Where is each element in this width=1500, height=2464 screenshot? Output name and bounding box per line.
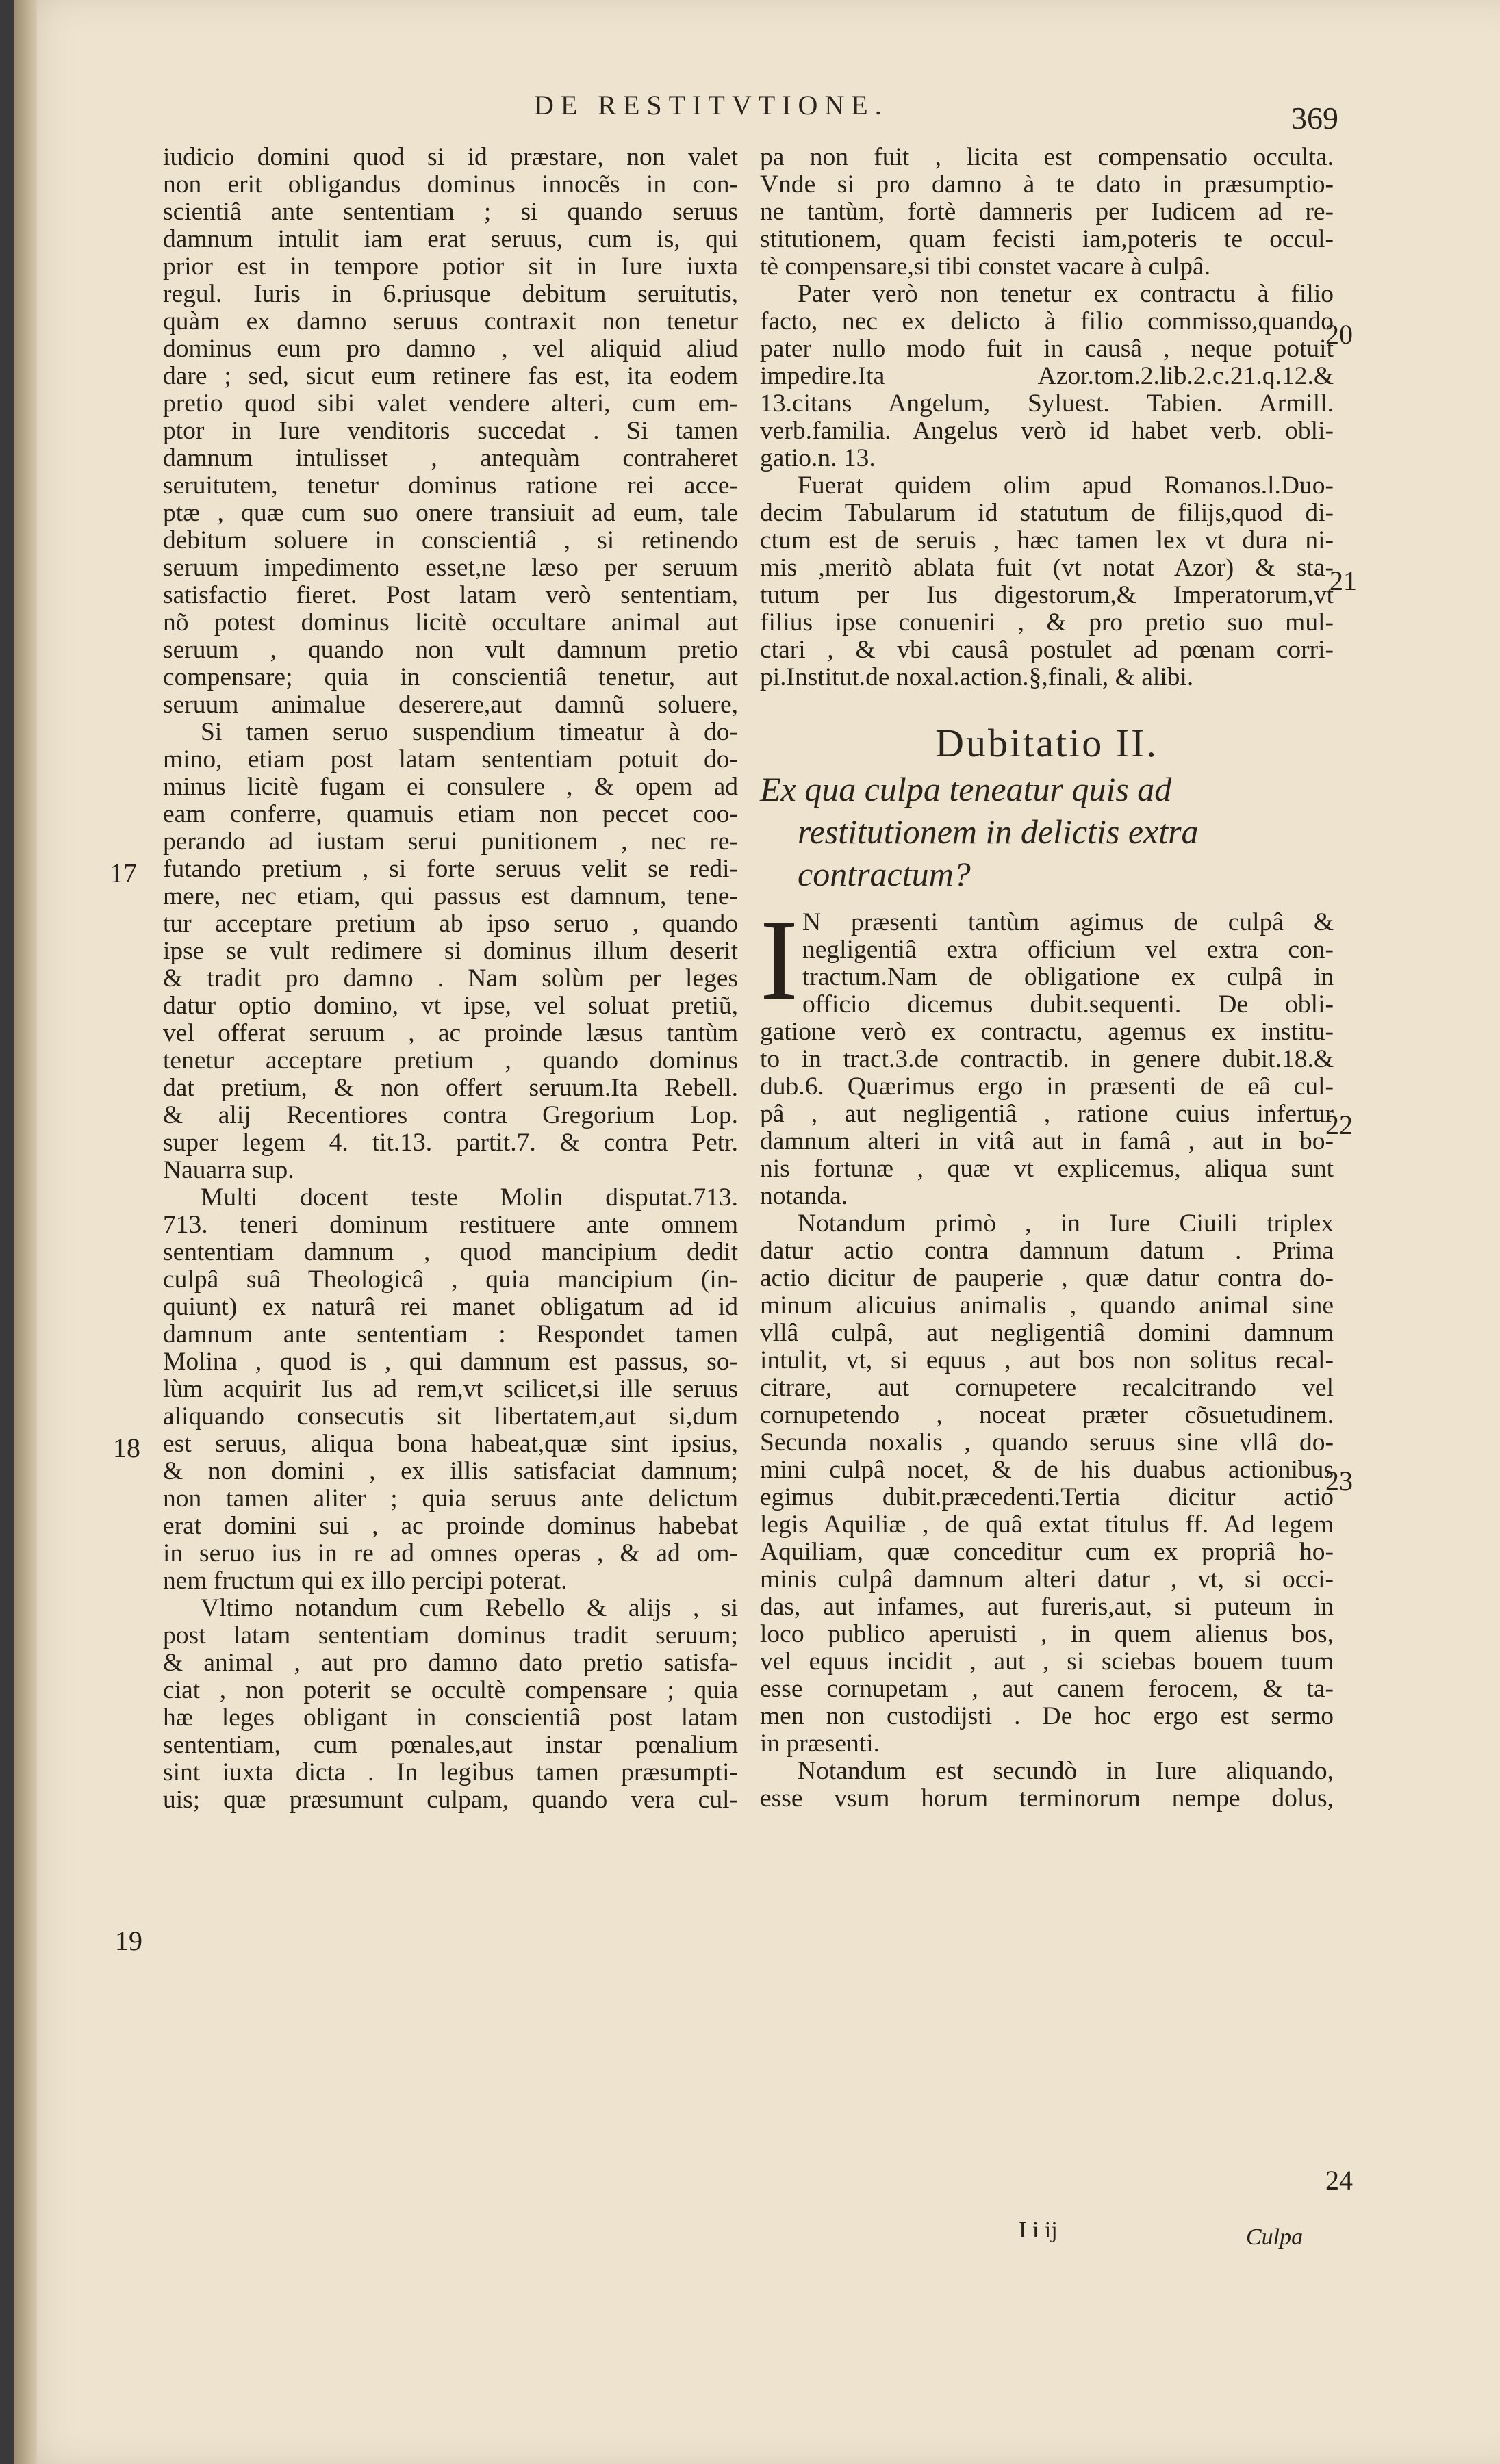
text-line: & tradit pro damno . Nam solùm per leges [163,964,738,992]
text-line: Secunda noxalis , quando seruus sine vllâ do- [760,1428,1334,1456]
margin-paragraph-number: 17 [110,858,137,888]
catchword: Culpa [1246,2224,1304,2250]
text-line: in seruo ius in re ad omnes operas , & ad om- [163,1539,738,1567]
text-line: sententiam damnum , quod mancipium dedit [163,1238,738,1266]
text-line: est seruus, aliqua bona habeat,quæ sint ipsius, [163,1430,738,1458]
text-line: ptæ , quæ cum suo onere transiuit ad eum, tale [163,499,738,527]
text-line: aliquando consecutis sit libertatem,aut si,dum [163,1402,738,1430]
text-line: men non custodijsti . De hoc ergo est sermo [760,1702,1334,1730]
text-line: ipse se vult redimere si dominus illum deserit [163,937,738,965]
text-line: pi.Institut.de noxal.action.§,finali, & alibi. [760,663,1194,691]
text-line: officio dicemus dubit.sequenti. De obli- [802,990,1334,1018]
text-line: quiunt) ex naturâ rei manet obligatum ad id [163,1293,738,1321]
text-line: tur acceptare pretium ab ipso seruo , quando [163,910,738,938]
text-line: super legem 4. tit.13. partit.7. & contra Petr. [163,1129,738,1157]
text-line: citrare, aut cornupetere recalcitrando vel [760,1374,1334,1402]
text-line: debitum soluere in conscientiâ , si retinendo [163,526,738,554]
text-line: 13.citans Angelum, Syluest. Tabien. Armill. [760,389,1334,418]
text-line: post latam sententiam dominus tradit seruum; [163,1621,738,1650]
text-line: Notandum est secundò in Iure aliquando, [798,1757,1334,1785]
text-line: verb.familia. Angelus verò id habet verb. obli- [760,417,1334,445]
text-line: minum alicuius animalis , quando animal sine [760,1292,1334,1320]
text-line: ciat , non poterit se occultè compensare ; quia [163,1676,738,1704]
text-line: ptor in Iure venditoris succedat . Si tamen [163,417,738,445]
text-line: ne tantùm, fortè damneris per Iudicem ad re- [760,198,1334,226]
text-line: minus licitè fugam ei consulere , & opem ad [163,773,738,801]
page-number: 369 [1291,101,1338,136]
text-line: seruum impedimento esset,ne læso per seruum [163,554,738,582]
text-line: impedire.Ita Azor.tom.2.lib.2.c.21.q.12.& [760,362,1334,390]
text-line: vel equus incidit , aut , si sciebas bouem tuum [760,1647,1334,1676]
text-line: in præsenti. [760,1730,880,1758]
text-line: damnum alteri in vitâ aut in famâ , aut in bo- [760,1127,1334,1155]
text-line: filius ipse conueniri , & pro pretio suo mul- [760,608,1334,637]
text-line: damnum intulit iam erat seruus, cum is, qui [163,225,738,253]
text-line: nõ potest dominus licitè occultare animal aut [163,608,738,637]
text-line: seruum animalue deserere,aut damnũ soluere, [163,691,738,719]
binding-gutter [14,0,37,2464]
text-line: pater nullo modo fuit in causâ , neque potuit [760,335,1334,363]
text-line: datur optio domino, vt ipse, vel soluat pretiũ, [163,992,738,1020]
text-line: pa non fuit , licita est compensatio occulta. [760,143,1334,171]
text-line: dare ; sed, sicut eum retinere fas est, ita eodem [163,362,738,390]
margin-paragraph-number: 21 [1330,565,1357,596]
text-line: notanda. [760,1182,848,1210]
text-line: satisfactio fieret. Post latam verò sententiam, [163,581,738,609]
text-line: tè compensare,si tibi constet vacare à culpâ. [760,253,1211,281]
text-line: 713. teneri dominum restituere ante omnem [163,1211,738,1239]
text-line: Vnde si pro damno à te dato in præsumptio- [760,170,1334,198]
text-line: datur actio contra damnum datum . Prima [760,1237,1334,1265]
text-line: nis fortunæ , quæ vt explicemus, aliqua sunt [760,1155,1334,1183]
text-line: das, aut infames, aut fureris,aut, si puteum in [760,1593,1334,1621]
text-line: & alij Recentiores contra Gregorium Lop. [163,1101,738,1129]
dubitatio-question-line: Ex qua culpa teneatur quis ad [760,770,1172,808]
text-line: esse vsum horum terminorum nempe dolus, [760,1784,1334,1812]
text-line: gatione verò ex contractu, agemus ex institu- [760,1018,1334,1046]
text-line: seruum , quando non vult damnum pretio [163,636,738,664]
text-line: mis ,meritò ablata fuit (vt notat Azor) & sta- [760,554,1334,582]
text-line: futando pretium , si forte seruus velit se redi- [163,855,738,883]
text-line: nem fructum qui ex illo percipi poterat. [163,1567,568,1595]
text-line: esse cornupetam , aut canem ferocem, & ta- [760,1675,1334,1703]
text-line: Multi docent teste Molin disputat.713. [201,1183,738,1211]
text-line: erat domini sui , ac proinde dominus habebat [163,1512,738,1540]
text-line: Fuerat quidem olim apud Romanos.l.Duo- [798,472,1334,500]
margin-paragraph-number: 24 [1325,2165,1353,2196]
text-line: non tamen aliter ; quia seruus ante delictum [163,1485,738,1513]
text-line: cornupetendo , noceat præter cõsuetudinem. [760,1401,1334,1429]
text-line: culpâ suâ Theologicâ , quia mancipium (in- [163,1266,738,1294]
text-line: Si tamen seruo suspendium timeatur à do- [201,718,738,746]
text-line: scientiâ ante sententiam ; si quando seruus [163,198,738,226]
text-line: gatio.n. 13. [760,444,876,472]
text-line: vllâ culpâ, aut negligentiâ domini damnum [760,1319,1334,1347]
dubitatio-question-line: restitutionem in delictis extra [798,812,1199,851]
text-line: Pater verò non tenetur ex contractu à filio [798,280,1334,308]
text-line: to in tract.3.de contractib. in genere dubit.18.& [760,1045,1334,1073]
dubitatio-question-line: contractum? [798,855,971,893]
dubitatio-heading: Dubitatio II. [935,721,1158,765]
margin-paragraph-number: 18 [113,1433,140,1463]
text-line: loco publico aperuisti , in quem alienus bos, [760,1620,1334,1648]
text-line: Vltimo notandum cum Rebello & alijs , si [201,1594,738,1622]
text-line: dub.6. Quærimus ergo in præsenti de eâ cul- [760,1073,1334,1101]
text-line: Molina , quod is , qui damnum est passus, so- [163,1348,738,1376]
text-line: & animal , aut pro damno dato pretio satisfa- [163,1649,738,1677]
text-line: ctari , & vbi causâ postulet ad pœnam corri- [760,636,1334,664]
text-line: iudicio domini quod si id præstare, non valet [163,143,738,171]
text-line: ctum est de seruis , hæc tamen lex vt dura ni- [760,526,1334,554]
text-line: pretio quod sibi valet vendere alteri, cum em- [163,389,738,418]
text-line: & non domini , ex illis satisfaciat damnum; [163,1457,738,1485]
text-line: negligentiâ extra officium vel extra con- [802,936,1334,964]
text-line: dominus eum pro damno , vel aliquid aliud [163,335,738,363]
left-column [163,144,738,1814]
text-line: decim Tabularum id statutum de filijs,quod di- [760,499,1334,527]
text-line: mere, nec etiam, qui passus est damnum, tene- [163,882,738,910]
text-line: pâ , aut negligentiâ , ratione cuius infertur [760,1100,1334,1128]
text-line: minis culpâ damnum alteri datur , vt, si occi- [760,1565,1334,1593]
text-line: sint iuxta dicta . In legibus tamen præsumpti- [163,1758,738,1786]
text-line: N præsenti tantùm agimus de culpâ & [802,908,1334,936]
text-line: damnum intulisset , antequàm contraheret [163,444,738,472]
text-line: actio dicitur de pauperie , quæ datur contra do- [760,1264,1334,1292]
text-line: quàm ex damno seruus contraxit non tenetur [163,307,738,335]
text-line: compensare; quia in conscientiâ tenetur, aut [163,663,738,691]
running-head: DE RESTITVTIONE. [534,90,889,120]
text-line: damnum ante sententiam : Respondet tamen [163,1320,738,1348]
signature-mark: I i ij [1019,2218,1058,2243]
text-line: tenetur acceptare pretium , quando dominus [163,1047,738,1075]
text-line: legis Aquiliæ , de quâ extat titulus ff. Ad legem [760,1511,1334,1539]
text-line: tractum.Nam de obligatione ex culpâ in [802,963,1334,991]
text-line: seruitutem, tenetur dominus ratione rei acce- [163,472,738,500]
text-line: regul. Iuris in 6.priusque debitum seruitutis, [163,280,738,308]
text-line: stitutionem, quam fecisti iam,poteris te occul- [760,225,1334,253]
text-line: facto, nec ex delicto à filio commisso,quando [760,307,1334,335]
text-line: sententiam, cum pœnales,aut instar pœnalium [163,1731,738,1759]
text-line: dat pretium, & non offert seruum.Ita Rebell. [163,1074,738,1102]
drop-cap-initial: I [760,897,798,1024]
text-line: intulit, vt, si equus , aut bos non solitus recal- [760,1346,1334,1374]
margin-paragraph-number: 20 [1325,319,1353,350]
text-line: Nauarra sup. [163,1156,294,1184]
text-line: vel offerat seruum , ac proinde læsus tantùm [163,1019,738,1047]
text-line: hæ leges obligant in conscientiâ post latam [163,1704,738,1732]
text-line: Notandum primò , in Iure Ciuili triplex [798,1209,1334,1237]
text-line: non erit obligandus dominus innocẽs in con- [163,170,738,198]
text-line: mino, etiam post latam sententiam potuit do- [163,745,738,773]
text-line: tutum per Ius digestorum,& Imperatorum,vt [760,581,1334,609]
margin-paragraph-number: 22 [1325,1109,1353,1140]
margin-paragraph-number: 23 [1325,1465,1353,1496]
text-line: Aquiliam, quæ conceditur cum ex propriâ ho- [760,1538,1334,1566]
book-page [14,0,1500,2464]
text-line: lùm acquirit Ius ad rem,vt scilicet,si ille seruus [163,1375,738,1403]
drop-cap-paragraph [760,897,1334,1024]
text-line: egimus dubit.præcedenti.Tertia dicitur actio [760,1483,1334,1511]
text-line: eam conferre, quamuis etiam non peccet coo- [163,800,738,828]
text-line: prior est in tempore potior sit in Iure iuxta [163,253,738,281]
right-column [760,144,1334,1812]
margin-paragraph-number: 19 [115,1925,142,1956]
text-line: perando ad iustam serui punitionem , nec re- [163,827,738,856]
text-line: mini culpâ nocet, & de his duabus actionibus [760,1456,1334,1484]
text-line: uis; quæ præsumunt culpam, quando vera cul- [163,1786,738,1814]
